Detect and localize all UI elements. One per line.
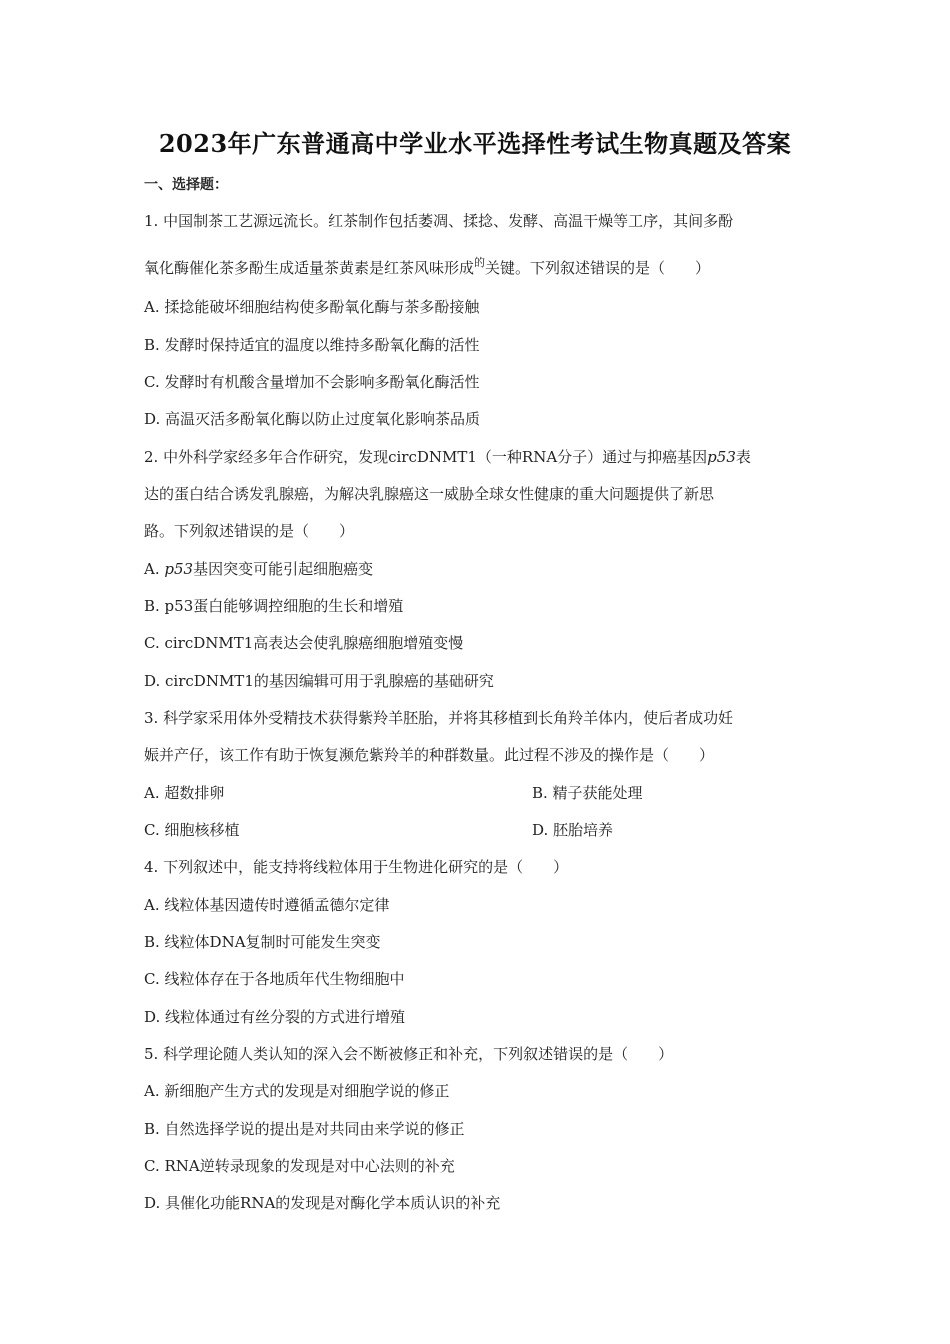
page-title: 2023年广东普通高中学业水平选择性考试生物真题及答案 — [158, 129, 792, 158]
question-1-option-b: B. 发酵时保持适宜的温度以维持多酚氧化酶的活性 — [144, 336, 480, 354]
question-2-stem-cont: 达的蛋白结合诱发乳腺癌，为解决乳腺癌这一威胁全球女性健康的重大问题提供了新思 — [144, 485, 715, 503]
question-5-option-d: D. 具催化功能RNA的发现是对酶化学本质认识的补充 — [144, 1194, 501, 1212]
question-2-stem-end: 路。下列叙述错误的是（ ） — [144, 522, 355, 540]
question-5-option-a: A. 新细胞产生方式的发现是对细胞学说的修正 — [144, 1082, 450, 1100]
question-4-option-c: C. 线粒体存在于各地质年代生物细胞中 — [144, 970, 405, 988]
question-2-option-b: B. p53蛋白能够调控细胞的生长和增殖 — [144, 597, 404, 615]
question-3-option-d: D. 胚胎培养 — [532, 821, 614, 839]
question-2-option-a: A. p53基因突变可能引起细胞癌变 — [144, 560, 374, 578]
question-4-option-b: B. 线粒体DNA复制时可能发生突变 — [144, 933, 381, 951]
question-1-stem-cont: 氧化酶催化茶多酚生成适量茶黄素是红茶风味形成$^的$关键。下列叙述错误的是（ ） — [144, 256, 711, 277]
question-1-stem: 1. 中国制茶工艺源远流长。红茶制作包括萎凋、揉捻、发酵、高温干燥等工序，其间多酚 — [144, 212, 734, 230]
question-4-option-d: D. 线粒体通过有丝分裂的方式进行增殖 — [144, 1008, 406, 1026]
question-1-option-c: C. 发酵时有机酸含量增加不会影响多酚氧化酶活性 — [144, 373, 480, 391]
question-5-stem: 5. 科学理论随人类认知的深入会不断被修正和补充，下列叙述错误的是（ ） — [144, 1045, 674, 1063]
question-5-option-b: B. 自然选择学说的提出是对共同由来学说的修正 — [144, 1120, 465, 1138]
question-3-stem-cont: 娠并产仔，该工作有助于恢复濒危紫羚羊的种群数量。此过程不涉及的操作是（ ） — [144, 746, 715, 764]
question-1-option-a: A. 揉捻能破坏细胞结构使多酚氧化酶与茶多酚接触 — [144, 298, 480, 316]
question-1-option-d: D. 高温灭活多酚氧化酶以防止过度氧化影响茶品质 — [144, 410, 481, 428]
section-heading: 一、选择题： — [144, 177, 228, 193]
question-5-option-c: C. RNA逆转录现象的发现是对中心法则的补充 — [144, 1157, 455, 1175]
question-3-option-a: A. 超数排卵 — [144, 784, 225, 802]
question-4-stem: 4. 下列叙述中，能支持将线粒体用于生物进化研究的是（ ） — [144, 858, 569, 876]
question-2-option-d: D. circDNMT1的基因编辑可用于乳腺癌的基础研究 — [144, 672, 494, 690]
question-3-option-c: C. 细胞核移植 — [144, 821, 240, 839]
question-3-option-b: B. 精子获能处理 — [532, 784, 643, 802]
question-4-option-a: A. 线粒体基因遗传时遵循孟德尔定律 — [144, 896, 390, 914]
question-2-option-c: C. circDNMT1高表达会使乳腺癌细胞增殖变慢 — [144, 634, 464, 652]
question-2-stem: 2. 中外科学家经多年合作研究，发现circDNMT1（一种RNA分子）通过与抑癌基因p53表 — [144, 448, 751, 466]
question-3-stem: 3. 科学家采用体外受精技术获得紫羚羊胚胎，并将其移植到长角羚羊体内，使后者成功妊 — [144, 709, 734, 727]
